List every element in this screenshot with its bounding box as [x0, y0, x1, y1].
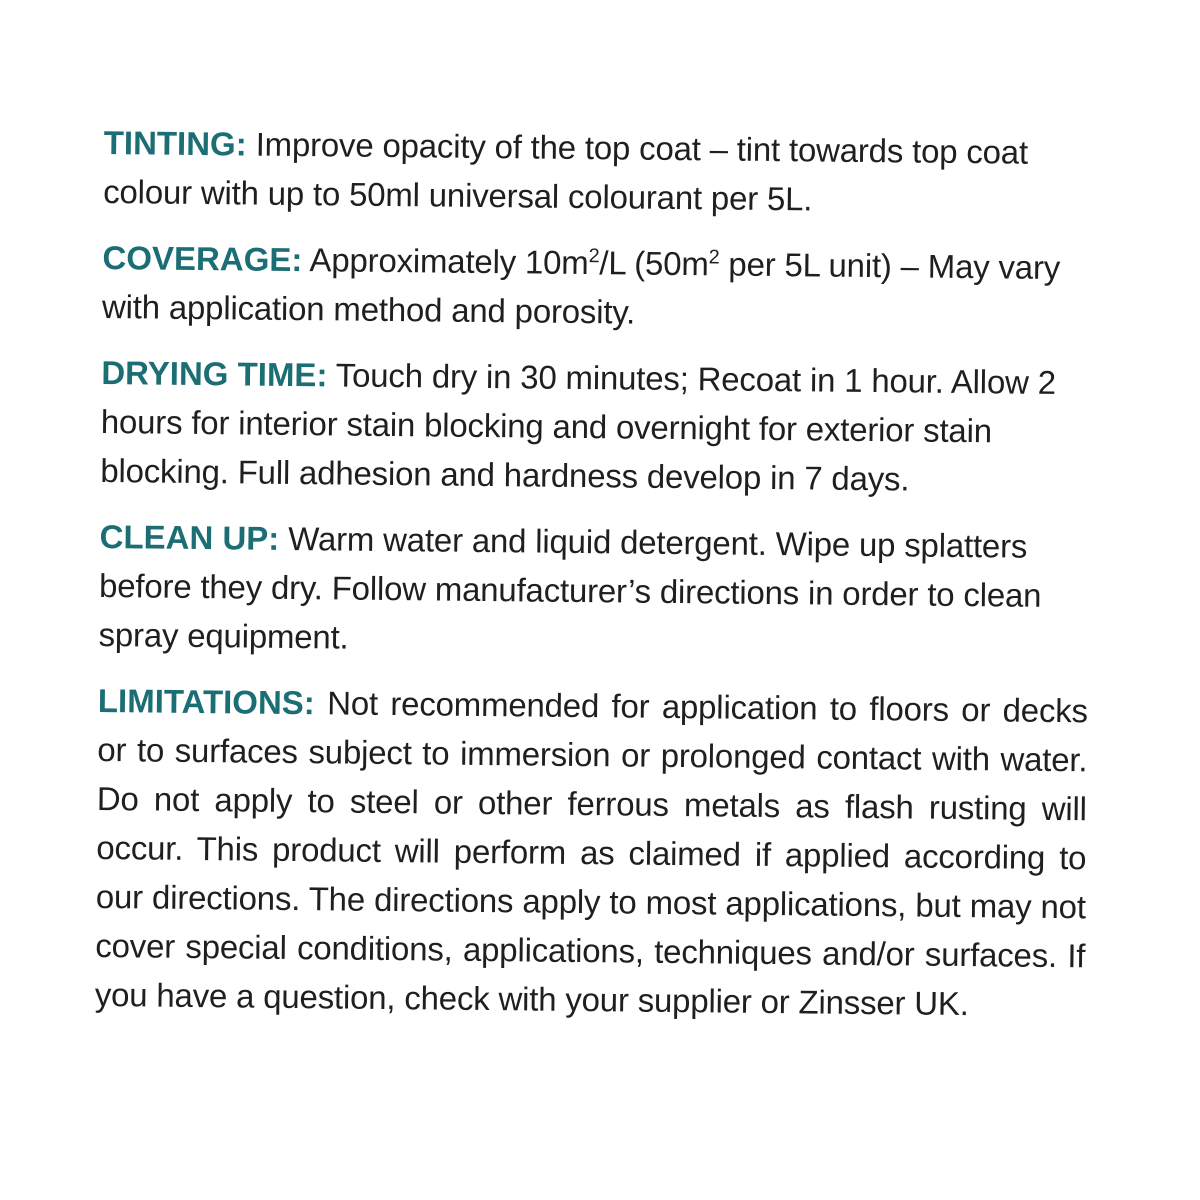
- coverage-heading: COVERAGE:: [102, 238, 303, 279]
- drying-time-text: Touch dry in 30 minutes; Recoat in 1 hour. Allow 2 hours for interior stain blocking and overnight for exterior stain blocking. Full adhesion and hardness develop in 7 days.: [100, 356, 1057, 498]
- coverage-section: [102, 233, 1093, 341]
- tinting-section: [103, 118, 1094, 226]
- coverage-superscript-2: 2: [708, 246, 720, 269]
- product-instructions-panel: [94, 118, 1094, 1046]
- coverage-superscript-1: 2: [588, 245, 600, 268]
- coverage-text-part-1: Approximately 10m: [302, 241, 589, 282]
- limitations-text: Not recommended for application to floors or decks or to surfaces subject to immersion or prolonged contact with water. Do not apply to steel or other ferrous metals as flash rusting will occur. This product will perform as claimed if applied according to our directions. The directions apply to most applications, but may not cover special conditions, applications, techniques and/or surfaces. If you have a question, check with your supplier or Zinsser UK.: [94, 684, 1089, 1023]
- drying-time-section: [100, 348, 1091, 505]
- drying-time-heading: DRYING TIME:: [101, 353, 328, 394]
- coverage-text-part-2: /L (50m: [599, 244, 709, 283]
- limitations-heading: LIMITATIONS:: [97, 681, 315, 722]
- clean-up-heading: CLEAN UP:: [99, 517, 280, 557]
- clean-up-text: Warm water and liquid detergent. Wipe up splatters before they dry. Follow manufacturer’s directions in order to clean spray equipment.: [98, 519, 1042, 656]
- coverage-text-part-3: per 5L unit) – May vary with application method and porosity.: [101, 245, 1061, 331]
- limitations-section: [95, 676, 1089, 1029]
- tinting-heading: TINTING:: [103, 123, 247, 163]
- tinting-text: Improve opacity of the top coat – tint towards top coat colour with up to 50ml universal colourant per 5L.: [103, 125, 1029, 218]
- clean-up-section: [98, 512, 1089, 669]
